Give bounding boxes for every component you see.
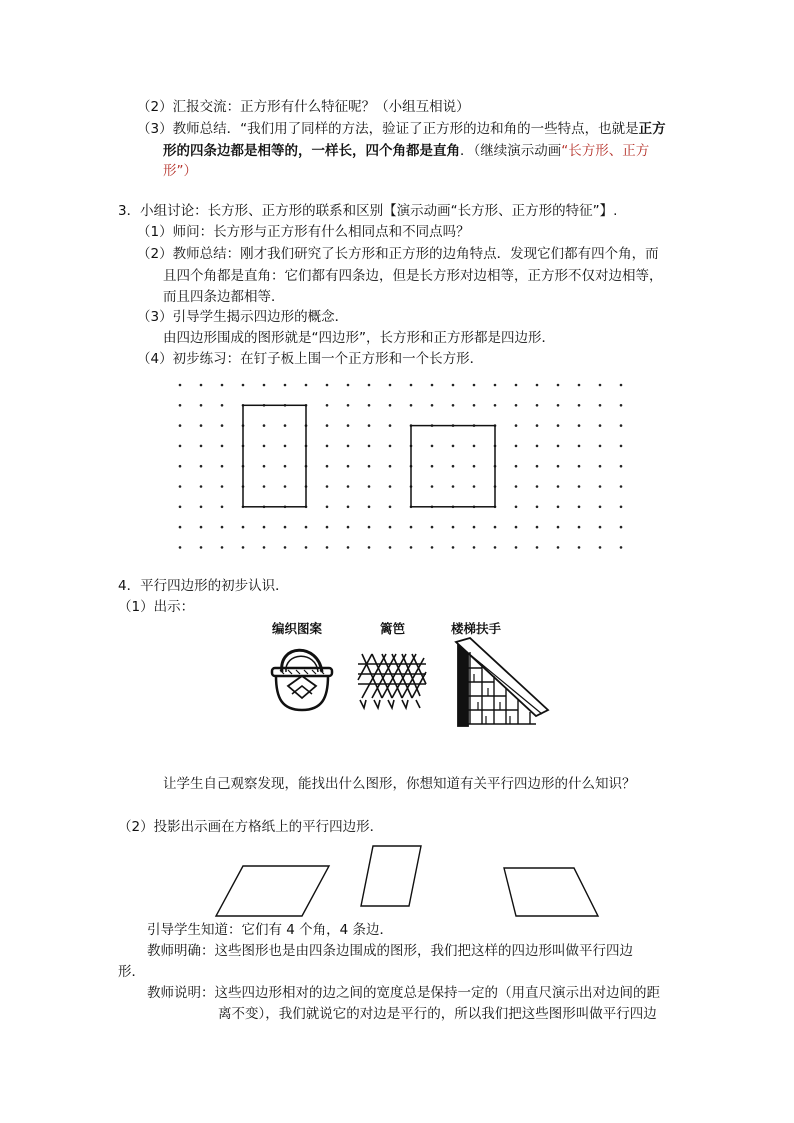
summary-bold: 正方: [638, 121, 666, 137]
clarify-line-1: 教师明确：这些图形也是由四条边围成的图形，我们把这样的四边形叫做平行四边: [147, 943, 633, 959]
label-fence: 篱笆: [380, 621, 406, 636]
label-stair-handrail: 楼梯扶手: [451, 621, 502, 636]
concept-line: （3）引导学生揭示四边形的概念．: [137, 309, 349, 325]
teacher-summary-2: 且四个角都是直角：它们都有四条边，但是长方形对边相等，正方形不仅对边相等，: [163, 268, 663, 284]
teacher-summary-1: （2）教师总结：刚才我们研究了长方形和正方形的边角特点．发现它们都有四个角，而: [137, 246, 659, 262]
observe-prompt: 让学生自己观察发现，能找出什么图形，你想知道有关平行四边形的什么知识？: [163, 776, 636, 792]
teacher-summary-3: 而且四条边都相等．: [163, 289, 285, 305]
parallelogram-3: [504, 868, 598, 916]
clarify-line-2: 形．: [118, 964, 145, 980]
summary-line-3: 形”）: [163, 163, 197, 179]
explain-line-1: 教师说明：这些四边形相对的边之间的宽度总是保持一定的（用直尺演示出对边间的距: [147, 985, 660, 1001]
section-4-title: 4．平行四边形的初步认识．: [118, 578, 289, 594]
practice-line: （4）初步练习：在钉子板上围一个正方形和一个长方形．: [137, 351, 484, 367]
summary-bold-2: 形的四条边都是相等的，一样长，四个角都是直角: [163, 143, 460, 159]
parallelogram-1: [216, 866, 329, 916]
show-label: （1）出示：: [118, 599, 195, 615]
parallelogram-2: [361, 846, 421, 906]
report-line: （2）汇报交流：正方形有什么特征呢？（小组互相说）: [137, 99, 470, 115]
section-3-title: 3．小组讨论：长方形、正方形的联系和区别【演示动画“长方形、正方形的特征”】.: [118, 203, 618, 219]
explain-line-2: 离不变），我们就说它的对边是平行的，所以我们把这些图形叫做平行四边: [218, 1006, 657, 1022]
guide-line: 引导学生知道：它们有 4 个角，4 条边．: [147, 922, 394, 938]
summary-note: ．（继续演示动画: [460, 143, 562, 159]
question-1: （1）师问：长方形与正方形有什么相同点和不同点吗？: [137, 224, 470, 240]
animation-name: “长方形、正方: [561, 143, 650, 159]
projection-line: （2）投影出示画在方格纸上的平行四边形．: [118, 819, 384, 835]
concept-definition: 由四边形围成的图形就是“四边形”，长方形和正方形都是四边形．: [163, 330, 555, 346]
summary-text: （3）教师总结．“我们用了同样的方法，验证了正方形的边和角的一些特点，也就是: [137, 121, 639, 137]
label-weaving-pattern: 编织图案: [272, 621, 323, 636]
